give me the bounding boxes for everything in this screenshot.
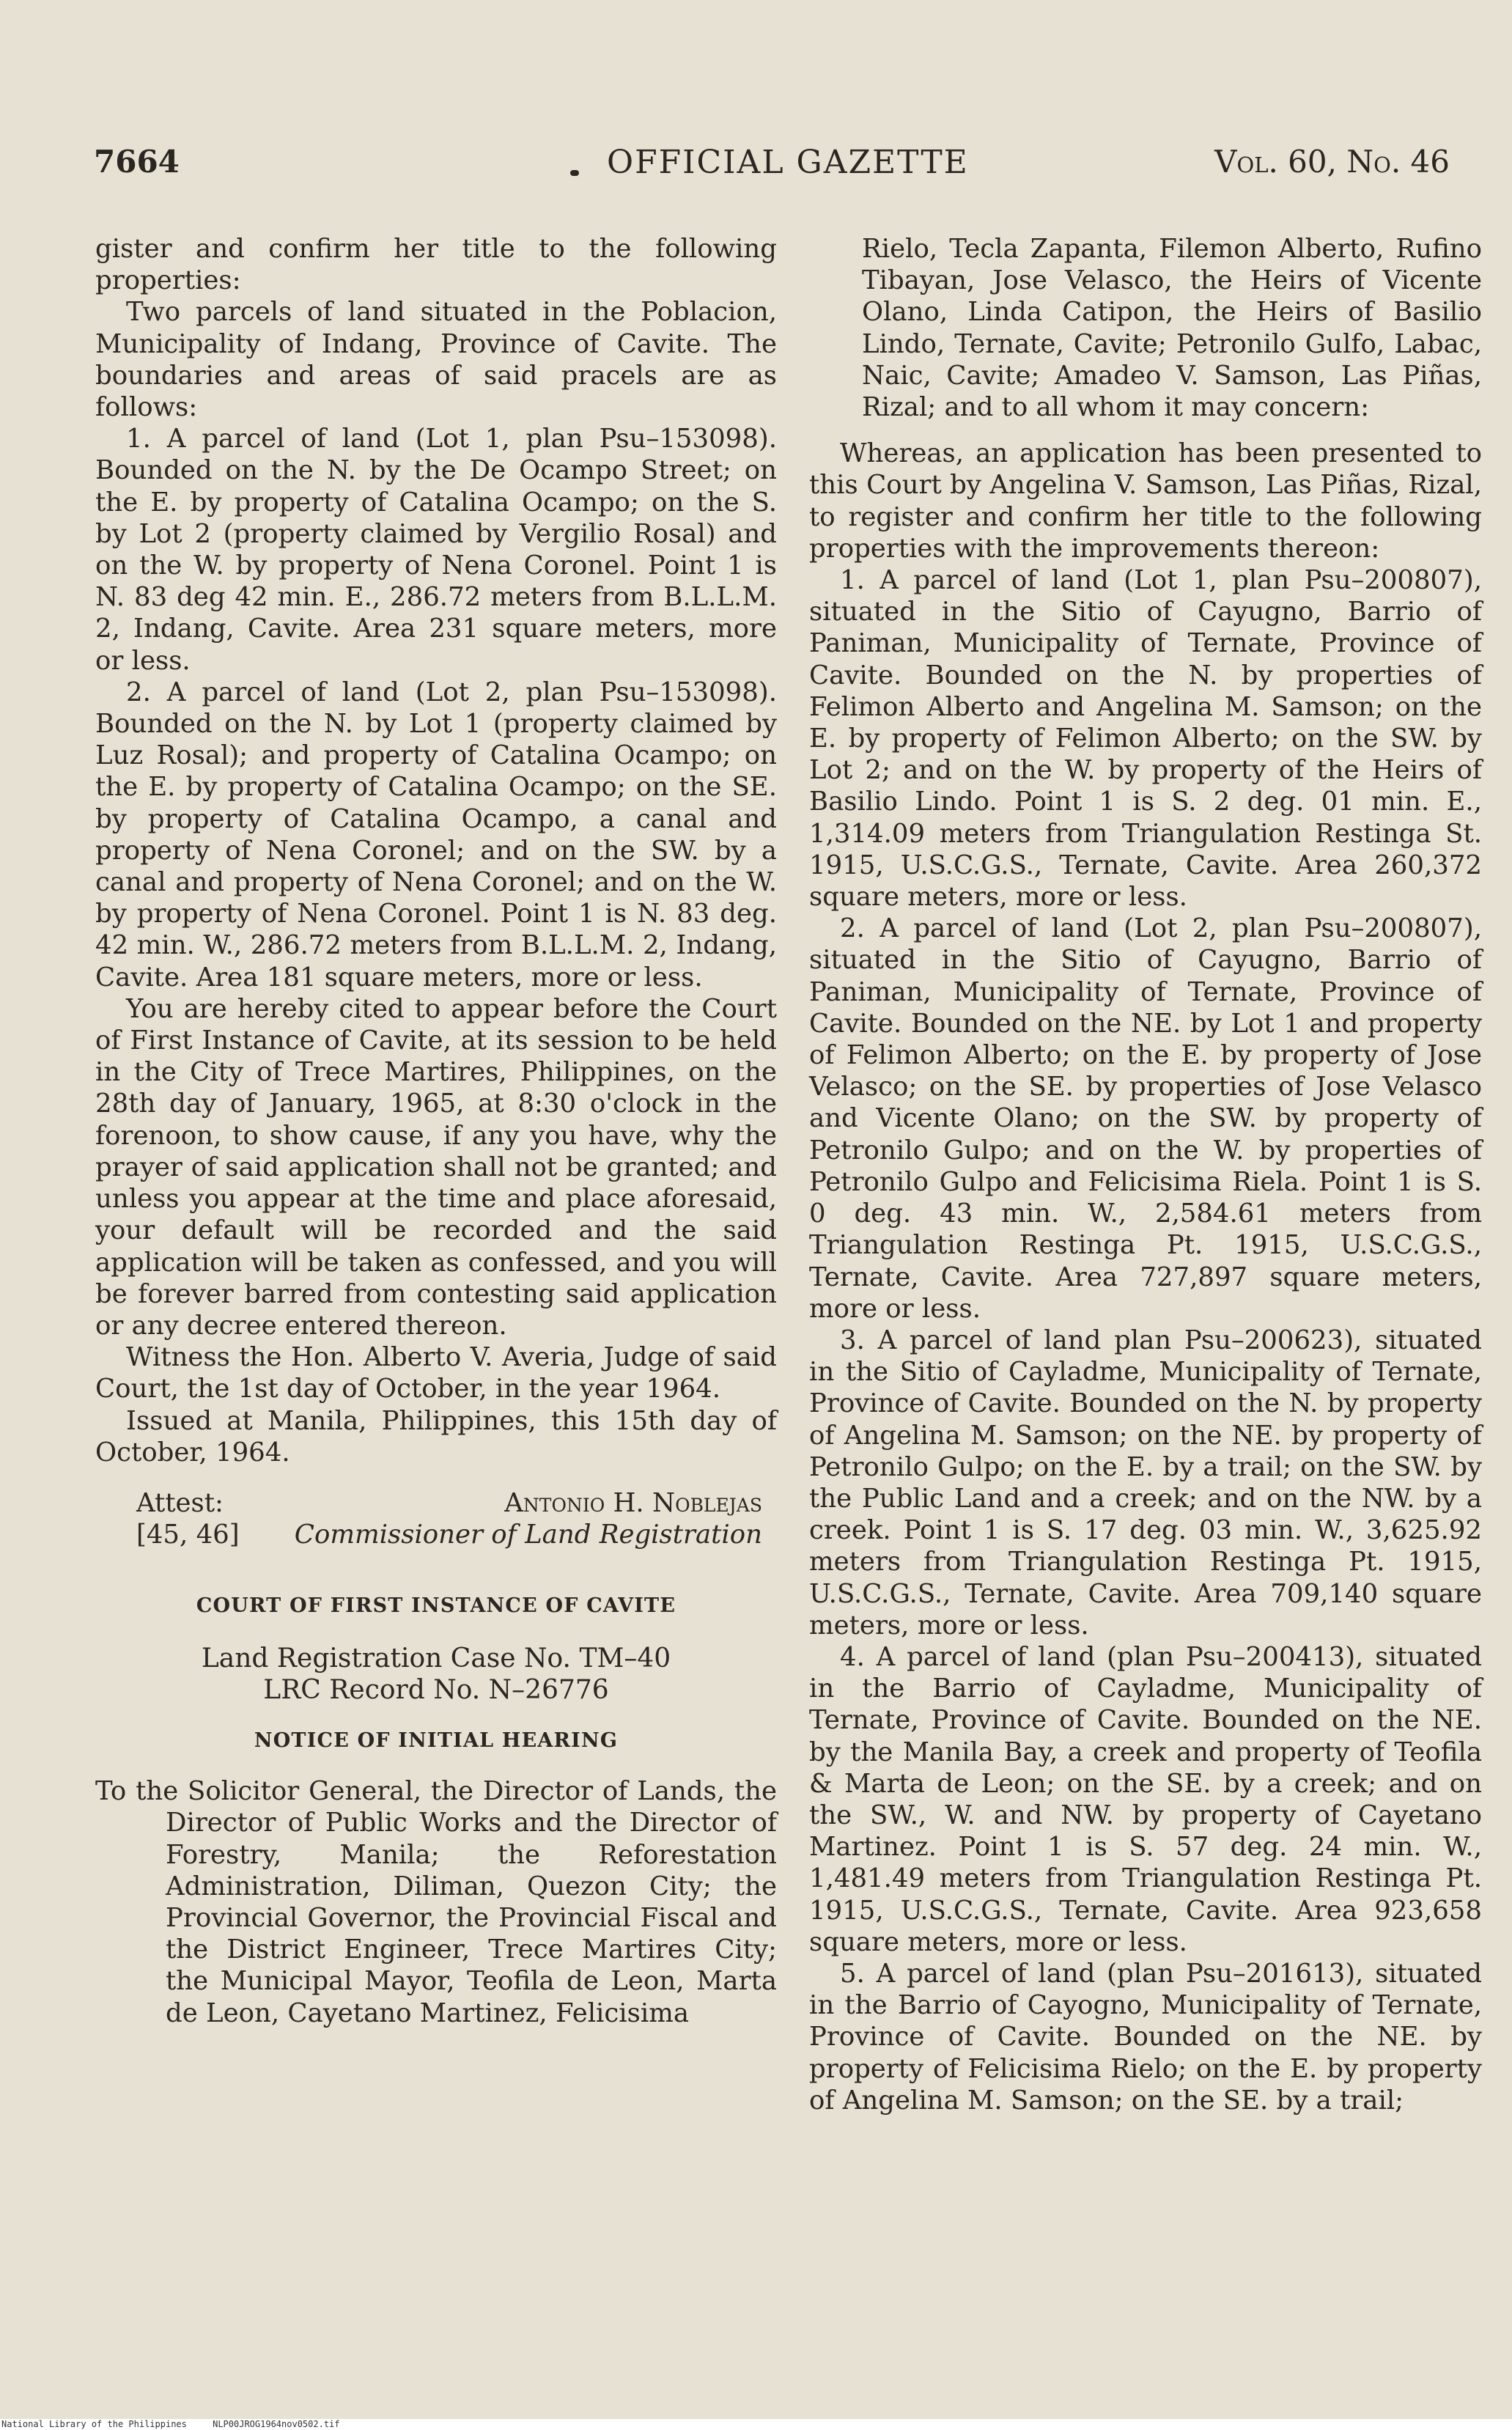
publication-title: OFFICIAL GAZETTE [607,144,969,181]
notice-heading: NOTICE OF INITIAL HEARING [254,1728,619,1752]
summons-paragraph: You are hereby cited to appear before the Court of First Instance of Cavite, at its session to be held in the City of Trece Martires, Philippines, on the 28th day of January, 1965, at 8:30 o'clock in the forenoon, to show cause, if any you have, why the prayer of said application shall not be granted; and unless you appear at the time and place aforesaid, your default will be recorded and the said application will be taken as confessed, and you will be forever barred from contesting said application or any decree entered thereon. [95,993,777,1341]
footer-source: National Library of the Philippines [1,2419,187,2429]
parcel-description: 4. A parcel of land (plan Psu–200413), situated in the Barrio of Cayladme, Municipality of Ternate, Province of Cavite. Bounded on the NE. by the Manila Bay, a creek and property of Teofila & Marta de Leon; on the SE. by a creek; and on the SW., W. and NW. by property of Cayetano Martinez. Point 1 is S. 57 deg. 24 min. W., 1,481.49 meters from Triangulation Restinga Pt. 1915, U.S.C.G.S., Ternate, Cavite. Area 923,658 square meters, more or less. [809,1641,1482,1957]
page-header [94,144,1450,195]
volume-issue: Vol. 60, No. 46 [1214,144,1450,180]
parcel-description: 1. A parcel of land (Lot 1, plan Psu–200807), situated in the Sitio of Cayugno, Barrio of Paniman, Municipality of Ternate, Province of Cavite. Bounded on the N. by properties of Felimon Alberto and Angelina M. Samson; on the E. by property of Felimon Alberto; on the SW. by Lot 2; and on the W. by property of the Heirs of Basilio Lindo. Point 1 is S. 2 deg. 01 min. E., 1,314.09 meters from Triangulation Restinga St. 1915, U.S.C.G.S., Ternate, Cavite. Area 260,372 square meters, more or less. [809,565,1482,913]
record-number: LRC Record No. N–26776 [263,1674,609,1705]
parcel-description: 5. A parcel of land (plan Psu–201613), situated in the Barrio of Cayogno, Municipality of Ternate, Province of Cavite. Bounded on the NE. by property of Felicisima Rielo; on the E. by property of Angelina M. Samson; on the SE. by a trail; [809,1958,1482,2116]
signatory-title: Commissioner of Land Registration [294,1520,762,1550]
paragraph: Two parcels of land situated in the Poblacion, Municipality of Indang, Province of Cavite. The boundaries and areas of said pracels are as follows: [95,297,777,423]
scan-footer [0,2419,1512,2430]
addressees-continued: Rielo, Tecla Zapanta, Filemon Alberto, Rufino Tibayan, Jose Velasco, the Heirs of Vicente Olano, Linda Catipon, the Heirs of Basilio Lindo, Ternate, Cavite; Petronilo Gulfo, Labac, Naic, Cavite; Amadeo V. Samson, Las Piñas, Rizal; and to all whom it may concern: [862,234,1482,423]
court-heading: COURT OF FIRST INSTANCE OF CAVITE [196,1594,676,1618]
case-number: Land Registration Case No. TM–40 [201,1643,671,1674]
whereas-paragraph: Whereas, an application has been presented to this Court by Angelina V. Samson, Las Piñas, Rizal, to register and confirm her title to the following properties with the improvements thereon: [809,438,1482,564]
parcel-description: 3. A parcel of land plan Psu–200623), situated in the Sitio of Cayladme, Municipality of Ternate, Province of Cavite. Bounded on the N. by property of Angelina M. Samson; on the NE. by property of Petronilo Gulpo; on the E. by a trail; on the SW. by the Public Land and a creek; and on the NW. by a creek. Point 1 is S. 17 deg. 03 min. W., 3,625.92 meters from Triangulation Restinga Pt. 1915, U.S.C.G.S., Ternate, Cavite. Area 709,140 square meters, more or less. [809,1325,1482,1641]
witness-paragraph: Witness the Hon. Alberto V. Averia, Judge of said Court, the 1st day of October, in the year 1964. [95,1342,777,1404]
attest-label: Attest: [136,1487,224,1518]
footer-filename: NLP00JROG1964nov0502.tif [213,2419,340,2429]
left-column [95,233,777,2029]
signatory-name: Antonio H. Noblejas [504,1487,762,1518]
addressees-paragraph: To the Solicitor General, the Director of Lands, the Director of Public Works and the Director of Forestry, Manila; the Reforestation Administration, Diliman, Quezon City; the Provincial Governor, the Provincial Fiscal and the District Engineer, Trece Martires City; the Municipal Mayor, Teofila de Leon, Marta de Leon, Cayetano Martinez, Felicisima [95,1776,777,2028]
parcel-description: 2. A parcel of land (Lot 2, plan Psu–153098). Bounded on the N. by Lot 1 (property claimed by Luz Rosal); and property of Catalina Ocampo; on the E. by property of Catalina Ocampo; on the SE. by property of Catalina Ocampo, a canal and property of Nena Coronel; and on the SW. by a canal and property of Nena Coronel; and on the W. by property of Nena Coronel. Point 1 is N. 83 deg. 42 min. W., 286.72 meters from B.L.L.M. 2, Indang, Cavite. Area 181 square meters, more or less. [95,677,777,993]
parcel-description: 1. A parcel of land (Lot 1, plan Psu–153098). Bounded on the N. by the De Ocampo Street; on the E. by property of Catalina Ocampo; on the S. by Lot 2 (property claimed by Vergilio Rosal) and on the W. by property of Nena Coronel. Point 1 is N. 83 deg 42 min. E., 286.72 meters from B.L.L.M. 2, Indang, Cavite. Area 231 square meters, more or less. [95,424,777,676]
attestation-line-2 [95,1519,777,1550]
page-number: 7664 [94,144,180,180]
issue-reference: [45, 46] [136,1520,240,1550]
ink-dot [570,170,579,176]
parcel-description: 2. A parcel of land (Lot 2, plan Psu–200807), situated in the Sitio of Cayugno, Barrio of Paniman, Municipality of Ternate, Province of Cavite. Bounded on the NE. by Lot 1 and property of Felimon Alberto; on the E. by property of Jose Velasco; on the SE. by properties of Jose Velasco and Vicente Olano; on the SW. by property of Petronilo Gulpo; and on the W. by properties of Petronilo Gulpo and Felicisima Riela. Point 1 is S. 0 deg. 43 min. W., 2,584.61 meters from Triangulation Restinga Pt. 1915, U.S.C.G.S., Ternate, Cavite. Area 727,897 square meters, more or less. [809,913,1482,1324]
paragraph: gister and confirm her title to the following properties: [95,234,777,296]
attestation [95,1487,777,1519]
right-column [809,233,1482,2116]
issued-paragraph: Issued at Manila, Philippines, this 15th day of October, 1964. [95,1405,777,1468]
